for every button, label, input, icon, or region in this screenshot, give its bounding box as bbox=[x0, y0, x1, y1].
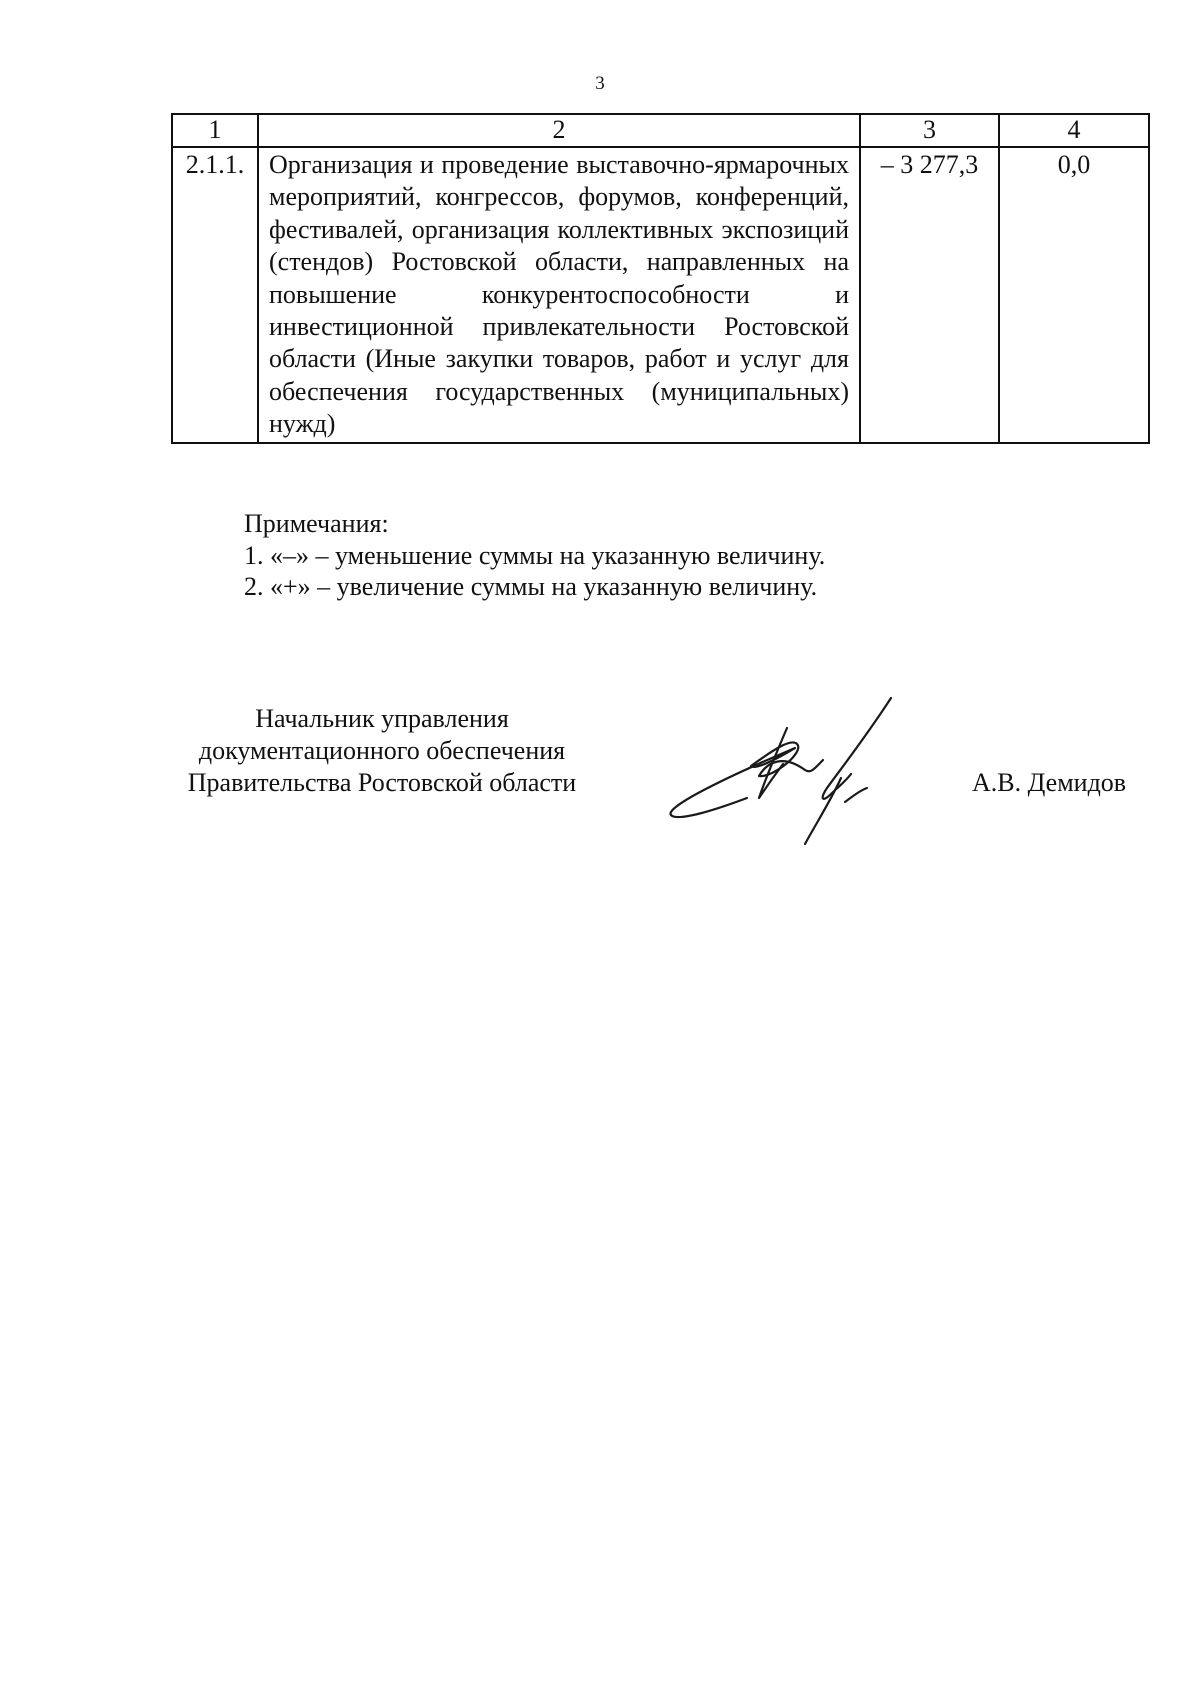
row-value-column-4: 0,0 bbox=[999, 147, 1149, 443]
column-header-1: 1 bbox=[172, 114, 258, 147]
signer-position-line: Правительства Ростовской области bbox=[187, 768, 577, 797]
budget-table bbox=[171, 113, 1150, 444]
signer-position bbox=[152, 703, 612, 799]
column-header-2: 2 bbox=[258, 114, 860, 147]
row-code: 2.1.1. bbox=[172, 147, 258, 443]
page-number: 3 bbox=[595, 73, 605, 94]
row-description: Организация и проведение выставочно-ярмарочных мероприятий, конгрессов, форумов, конференций, фестивалей, организация коллективных экспозиций (стендов) Ростовской области, направленных на повышение конкурентоспособности и инвестиционной привлекательности Ростовской области (Иные закупки товаров, работ и услуг для обеспечения государственных (муниципальных) нужд) bbox=[258, 147, 860, 443]
row-value-column-3: – 3 277,3 bbox=[860, 147, 999, 443]
table-header-row bbox=[172, 114, 1149, 147]
column-header-4: 4 bbox=[999, 114, 1149, 147]
notes-title: Примечания: bbox=[244, 509, 389, 538]
column-header-3: 3 bbox=[860, 114, 999, 147]
signer-name: А.В. Демидов bbox=[972, 768, 1127, 797]
handwritten-signature bbox=[655, 690, 955, 850]
note-item: 1. «–» – уменьшение суммы на указанную величину. bbox=[244, 540, 826, 570]
notes-section bbox=[244, 508, 1144, 603]
table-row bbox=[172, 147, 1149, 443]
note-item: 2. «+» – увеличение суммы на указанную величину. bbox=[244, 572, 818, 601]
signer-position-line: документационного обеспечения bbox=[198, 736, 566, 765]
signer-position-line: Начальник управления bbox=[255, 704, 509, 733]
